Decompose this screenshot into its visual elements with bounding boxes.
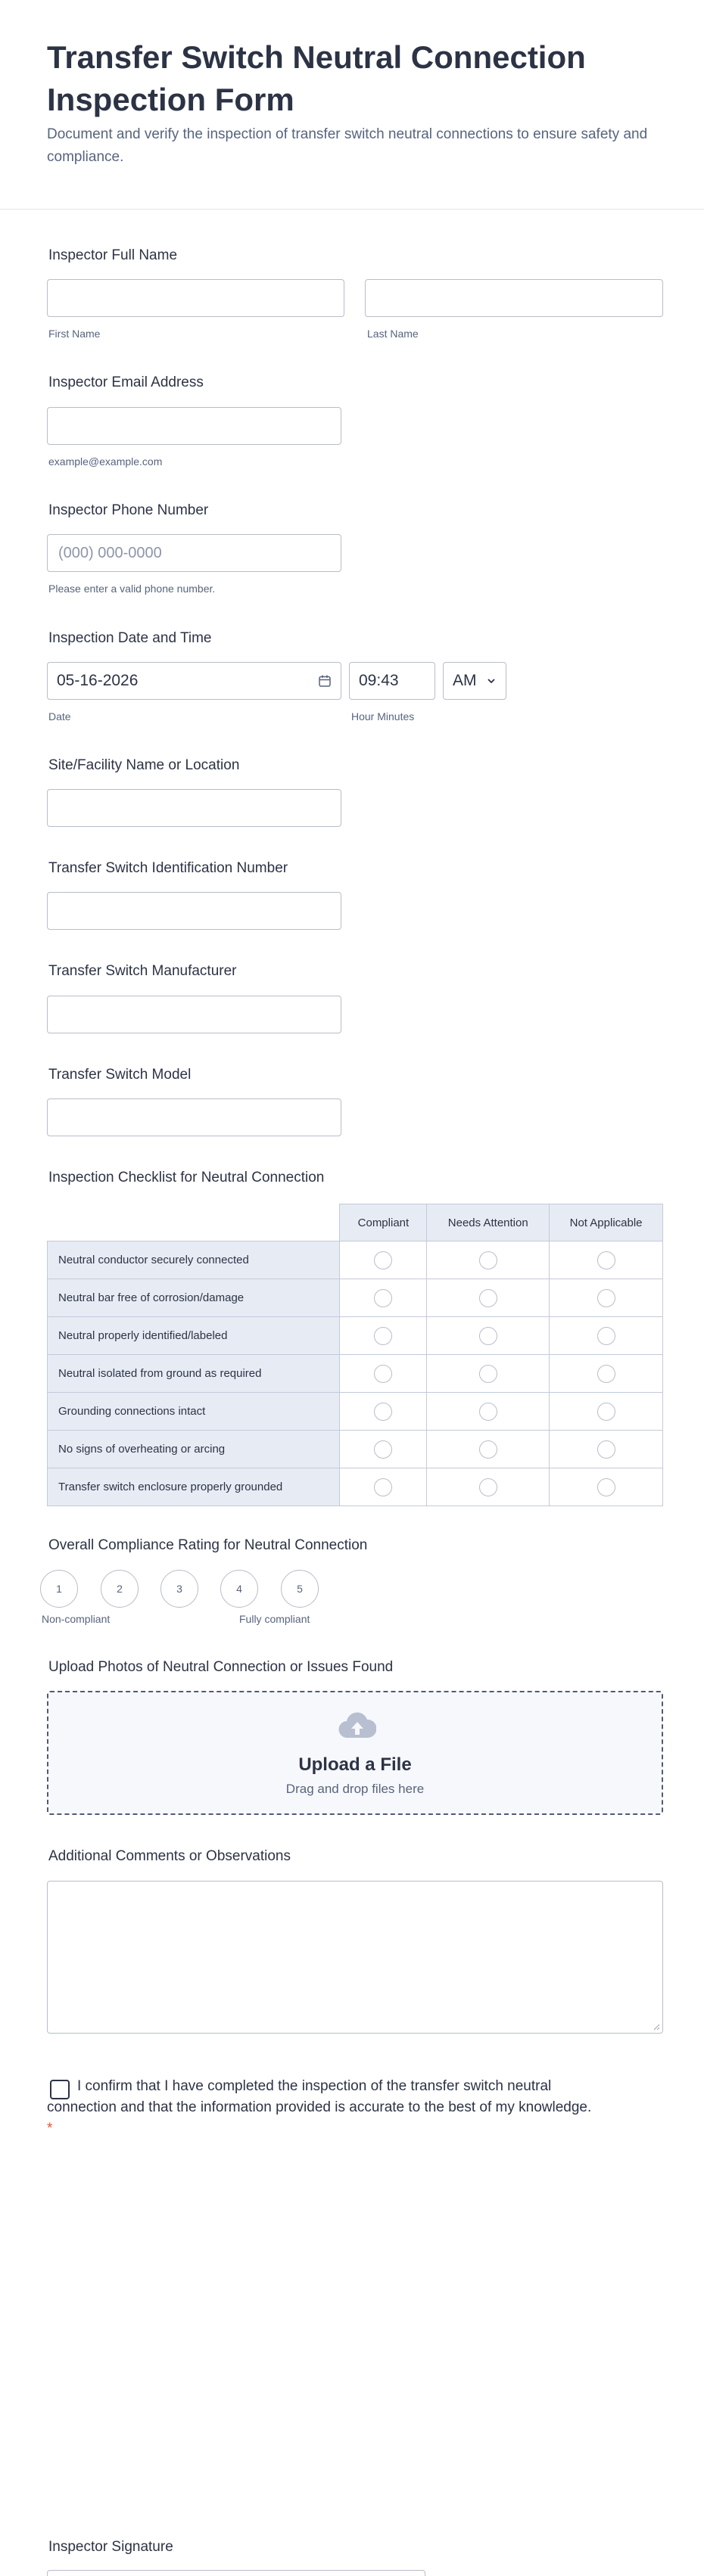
rating-low-label: Non-compliant (42, 1613, 111, 1625)
time-input[interactable] (349, 662, 435, 700)
email-field[interactable] (47, 407, 341, 445)
matrix-corner (48, 1204, 340, 1241)
model-input[interactable] (47, 1098, 341, 1136)
radio-needs-attention[interactable] (479, 1403, 497, 1421)
table-row (48, 1431, 663, 1468)
switch-id-input[interactable] (47, 892, 341, 930)
upload-subtitle: Drag and drop files here (285, 1782, 425, 1796)
rating-label: Overall Compliance Rating for Neutral Connection (48, 1537, 368, 1553)
inspector-name-label: Inspector Full Name (48, 247, 178, 263)
table-row (48, 1317, 663, 1355)
radio-needs-attention[interactable] (479, 1478, 497, 1496)
form-subtitle: Document and verify the inspection of transfer switch neutral connections to ensure safety and compliance. (47, 126, 648, 165)
radio-compliant[interactable] (374, 1403, 392, 1421)
radio-compliant[interactable] (374, 1478, 392, 1496)
radio-not-applicable[interactable] (597, 1478, 615, 1496)
consent-text: I confirm that I have completed the inspection of the transfer switch neutral connection and that the information provided is accurate to the best of my knowledge. (47, 2078, 592, 2115)
consent-text-block (47, 2076, 592, 2139)
required-mark: * (47, 2121, 53, 2136)
radio-not-applicable[interactable] (597, 1327, 615, 1345)
row-label: Grounding connections intact (48, 1393, 340, 1431)
rating-option-5[interactable]: 5 (281, 1570, 319, 1608)
checklist-matrix (47, 1204, 663, 1506)
radio-needs-attention[interactable] (479, 1289, 497, 1307)
upload-title: Upload a File (298, 1754, 412, 1775)
signature-label: Inspector Signature (48, 2539, 173, 2555)
signature-pad[interactable] (47, 2570, 425, 2576)
rating-high-label: Fully compliant (239, 1613, 310, 1625)
last-name-sublabel: Last Name (367, 328, 419, 340)
radio-needs-attention[interactable] (479, 1327, 497, 1345)
radio-not-applicable[interactable] (597, 1365, 615, 1383)
date-sublabel: Date (48, 710, 71, 722)
form-header (0, 0, 704, 210)
calendar-icon[interactable] (318, 674, 332, 688)
time-value: 09:43 (359, 672, 399, 689)
row-label: Transfer switch enclosure properly grounded (48, 1468, 340, 1506)
rating-option-4[interactable]: 4 (220, 1570, 258, 1608)
radio-not-applicable[interactable] (597, 1251, 615, 1269)
rating-option-1[interactable]: 1 (40, 1570, 78, 1608)
inspector-phone-label: Inspector Phone Number (48, 502, 209, 518)
radio-needs-attention[interactable] (479, 1251, 497, 1269)
row-label: Neutral isolated from ground as required (48, 1355, 340, 1393)
radio-compliant[interactable] (374, 1440, 392, 1459)
table-row (48, 1241, 663, 1279)
radio-needs-attention[interactable] (479, 1365, 497, 1383)
chevron-down-icon (486, 676, 497, 686)
manufacturer-label: Transfer Switch Manufacturer (48, 963, 237, 979)
radio-compliant[interactable] (374, 1365, 392, 1383)
date-input[interactable] (47, 662, 341, 700)
upload-label: Upload Photos of Neutral Connection or Issues Found (48, 1659, 394, 1675)
model-label: Transfer Switch Model (48, 1067, 192, 1083)
column-header: Compliant (340, 1204, 427, 1241)
comments-textarea[interactable] (47, 1881, 663, 2034)
radio-not-applicable[interactable] (597, 1289, 615, 1307)
row-label: Neutral properly identified/labeled (48, 1317, 340, 1355)
inspector-email-label: Inspector Email Address (48, 374, 204, 390)
date-value: 05-16-2026 (57, 672, 139, 689)
table-row (48, 1355, 663, 1393)
comments-label: Additional Comments or Observations (48, 1848, 291, 1864)
radio-needs-attention[interactable] (479, 1440, 497, 1459)
row-label: No signs of overheating or arcing (48, 1431, 340, 1468)
manufacturer-input[interactable] (47, 996, 341, 1033)
table-row (48, 1468, 663, 1506)
file-upload-dropzone[interactable] (47, 1691, 663, 1815)
last-name-input[interactable] (365, 279, 663, 317)
row-label: Neutral bar free of corrosion/damage (48, 1279, 340, 1317)
rating-option-2[interactable]: 2 (101, 1570, 139, 1608)
radio-not-applicable[interactable] (597, 1440, 615, 1459)
rating-option-3[interactable]: 3 (160, 1570, 198, 1608)
first-name-sublabel: First Name (48, 328, 101, 340)
cloud-upload-icon (338, 1712, 376, 1745)
column-header: Needs Attention (427, 1204, 550, 1241)
site-input[interactable] (47, 789, 341, 827)
inspection-datetime-label: Inspection Date and Time (48, 630, 212, 646)
form-title: Transfer Switch Neutral Connection Inspection Form (47, 39, 586, 117)
time-sublabel: Hour Minutes (351, 710, 415, 722)
resize-handle-icon[interactable] (653, 2023, 660, 2031)
email-sublabel: example@example.com (48, 455, 163, 468)
first-name-input[interactable] (47, 279, 344, 317)
ampm-value: AM (453, 672, 477, 689)
radio-compliant[interactable] (374, 1327, 392, 1345)
table-row (48, 1393, 663, 1431)
row-label: Neutral conductor securely connected (48, 1241, 340, 1279)
column-header: Not Applicable (550, 1204, 663, 1241)
phone-sublabel: Please enter a valid phone number. (48, 583, 216, 595)
radio-compliant[interactable] (374, 1289, 392, 1307)
table-row (48, 1279, 663, 1317)
phone-field[interactable] (47, 534, 341, 572)
checklist-label: Inspection Checklist for Neutral Connection (48, 1170, 325, 1185)
ampm-select[interactable] (443, 662, 506, 700)
switch-id-label: Transfer Switch Identification Number (48, 860, 288, 876)
radio-not-applicable[interactable] (597, 1403, 615, 1421)
site-label: Site/Facility Name or Location (48, 757, 240, 773)
radio-compliant[interactable] (374, 1251, 392, 1269)
